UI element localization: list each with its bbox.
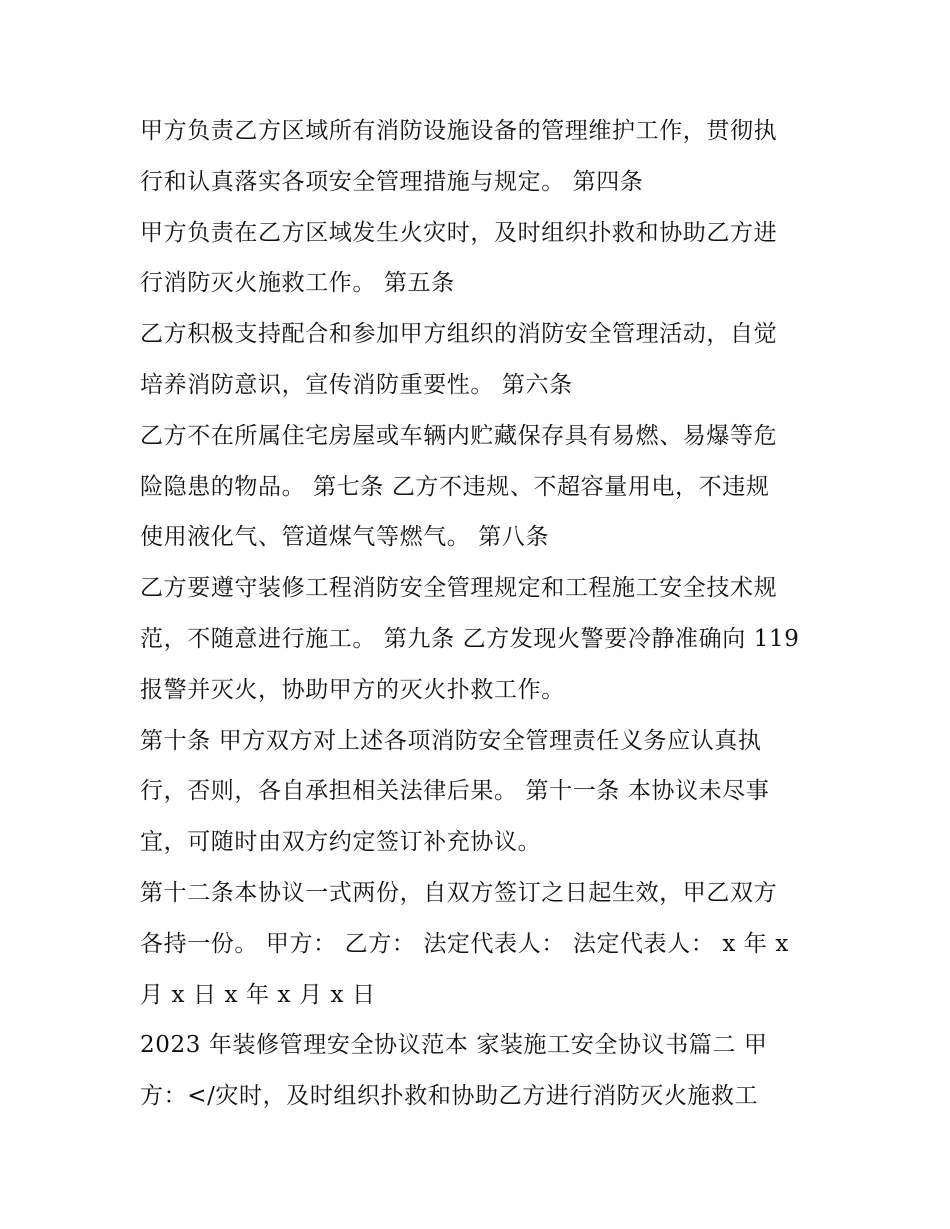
text-line: 乙方要遵守装修工程消防安全管理规定和工程施工安全技术规 bbox=[140, 575, 778, 602]
text-line: 第十二条本协议一式两份，自双方签订之日起生效，甲乙双方 bbox=[140, 879, 778, 906]
text-line: 险隐患的物品。 第七条 乙方不违规、不超容量用电，不违规 bbox=[140, 473, 770, 500]
text-line: 行和认真落实各项安全管理措施与规定。 第四条 bbox=[140, 168, 644, 195]
text-line: 报警并灭火，协助甲方的灭火扑救工作。 bbox=[140, 676, 565, 703]
text-line: 2023 年装修管理安全协议范本 家装施工安全协议书篇二 甲 bbox=[140, 1032, 768, 1059]
text-line: 月 x 日 x 年 x 月 x 日 bbox=[140, 981, 376, 1008]
text-line: 乙方不在所属住宅房屋或车辆内贮藏保存具有易燃、易爆等危 bbox=[140, 422, 778, 449]
text-line: 培养消防意识，宣传消防重要性。 第六条 bbox=[140, 371, 573, 398]
text-line: 甲方负责乙方区域所有消防设施设备的管理维护工作，贯彻执 bbox=[140, 118, 778, 144]
text-line: 使用液化气、管道煤气等燃气。 第八条 bbox=[140, 524, 550, 551]
document-body bbox=[140, 106, 830, 1122]
text-line: 范，不随意进行施工。 第九条 乙方发现火警要冷静准确向 119 bbox=[140, 625, 800, 652]
text-line: 第十条 甲方双方对上述各项消防安全管理责任义务应认真执 bbox=[140, 727, 762, 754]
text-line: 行，否则，各自承担相关法律后果。 第十一条 本协议未尽事 bbox=[140, 778, 770, 805]
text-line: 宜，可随时由双方约定签订补充协议。 bbox=[140, 829, 542, 856]
text-line: 方：</灾时，及时组织扑救和协助乙方进行消防灭火施救工 bbox=[140, 1083, 759, 1110]
text-line: 乙方积极支持配合和参加甲方组织的消防安全管理活动，自觉 bbox=[140, 321, 778, 348]
text-line: 行消防灭火施救工作。 第五条 bbox=[140, 270, 455, 297]
text-line: 各持一份。 甲方： 乙方： 法定代表人： 法定代表人： x 年 x bbox=[140, 930, 789, 957]
text-line: 甲方负责在乙方区域发生火灾时，及时组织扑救和协助乙方进 bbox=[140, 219, 778, 246]
